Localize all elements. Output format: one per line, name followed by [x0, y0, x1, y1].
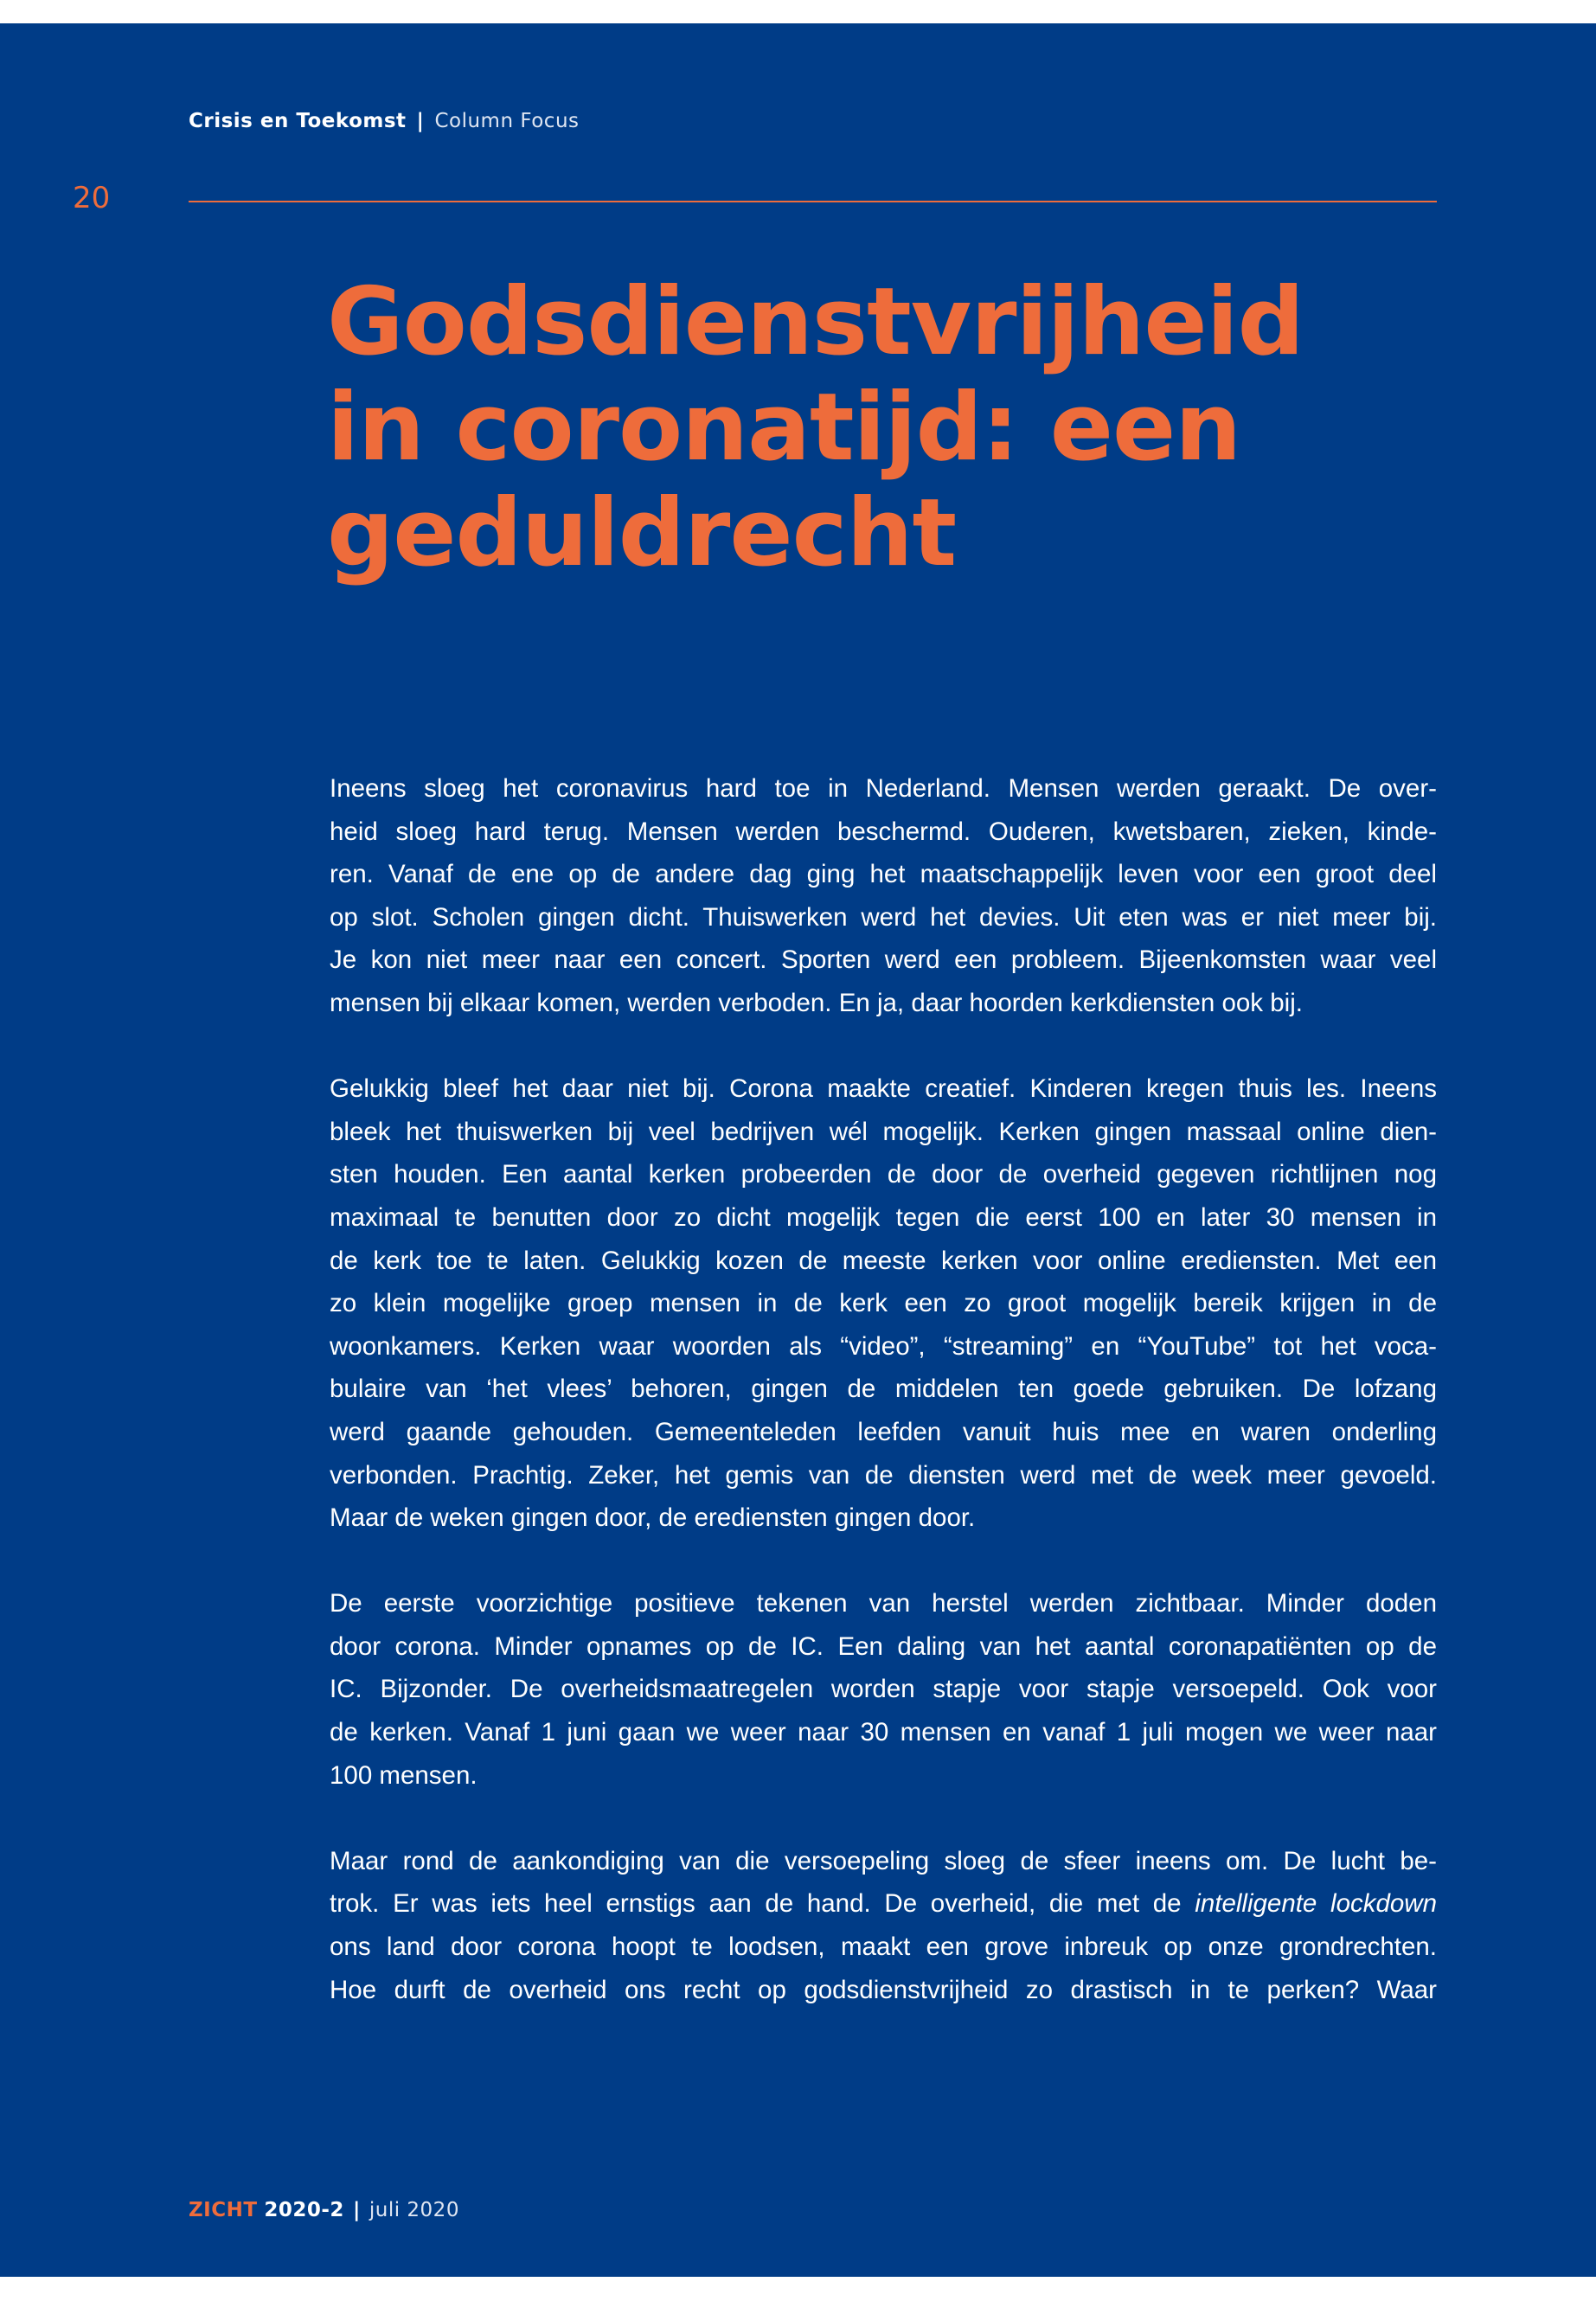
issue-date: juli 2020 — [369, 2199, 459, 2221]
article-title — [327, 270, 1452, 586]
article-body — [330, 767, 1437, 2054]
text-line: door corona. Minder opnames op de IC. Een daling van het aantal coronapatiënten op de — [330, 1631, 1437, 1661]
text-line: IC. Bijzonder. De overheidsmaatregelen worden stapje voor stapje versoepeld. Ook voor — [330, 1675, 1437, 1704]
text-line — [330, 1882, 1437, 1926]
text-line: bulaire van ‘het vlees’ behoren, gingen de middelen ten goede gebruiken. De lofzang — [330, 1375, 1437, 1404]
footer — [189, 2199, 459, 2221]
text-line: 100 mensen. — [330, 1760, 478, 1790]
title-line: geduldrecht — [327, 479, 957, 587]
paragraph-1 — [330, 767, 1437, 1025]
magazine-name: ZICHT — [189, 2199, 258, 2221]
text-line: maximaal te benutten door zo dicht mogelijk tegen die eerst 100 en later 30 mensen in — [330, 1202, 1437, 1232]
text-line: ren. Vanaf de ene op de andere dag ging het maatschappelijk leven voor een groot deel — [330, 860, 1437, 889]
column-name: Column Focus — [434, 110, 580, 132]
paragraph-2 — [330, 1067, 1437, 1540]
text-line: mensen bij elkaar komen, werden verboden. En ja, daar hoorden kerkdiensten ook bij. — [330, 988, 1303, 1017]
text-segment: trok. Er was iets heel ernstigs aan de hand. De overheid, die met de — [330, 1889, 1195, 1919]
page — [0, 23, 1596, 2277]
text-line: zo klein mogelijke groep mensen in de kerk een zo groot mogelijk bereik krijgen in de — [330, 1289, 1437, 1318]
issue-number: 2020-2 — [264, 2199, 344, 2221]
text-line: sten houden. Een aantal kerken probeerden de door de overheid gegeven richtlijnen nog — [330, 1160, 1437, 1189]
text-line: De eerste voorzichtige positieve tekenen van herstel werden zichtbaar. Minder doden — [330, 1589, 1437, 1618]
text-line: bleek het thuiswerken bij veel bedrijven wél mogelijk. Kerken gingen massaal online dien- — [330, 1117, 1437, 1146]
header-rule — [189, 201, 1437, 202]
text-line: de kerk toe te laten. Gelukkig kozen de meeste kerken voor online erediensten. Met een — [330, 1246, 1437, 1275]
text-line: Gelukkig bleef het daar niet bij. Corona maakte creatief. Kinderen kregen thuis les. Ineens — [330, 1074, 1437, 1104]
italic-phrase: intelligente lockdown — [1195, 1889, 1438, 1919]
title-line: in coronatijd: een — [327, 374, 1241, 482]
footer-separator: | — [352, 2199, 361, 2221]
text-line: Je kon niet meer naar een concert. Sporten werd een probleem. Bijeenkomsten waar veel — [330, 945, 1437, 975]
paragraph-4 — [330, 1840, 1437, 2011]
header-separator: | — [416, 110, 425, 132]
text-line: Hoe durft de overheid ons recht op godsdienstvrijheid zo drastisch in te perken? Waar — [330, 1975, 1437, 2004]
text-line: verbonden. Prachtig. Zeker, het gemis van de diensten werd met de week meer gevoeld. — [330, 1460, 1437, 1490]
running-head — [189, 110, 580, 132]
text-line: werd gaande gehouden. Gemeenteleden leefden vanuit huis mee en waren onderling — [330, 1417, 1437, 1446]
text-line: Maar de weken gingen door, de erediensten gingen door. — [330, 1503, 976, 1533]
text-line: op slot. Scholen gingen dicht. Thuiswerken werd het devies. Uit eten was er niet meer bij. — [330, 902, 1437, 932]
section-name: Crisis en Toekomst — [189, 110, 407, 132]
title-line: Godsdienstvrijheid — [327, 268, 1304, 376]
text-line: Maar rond de aankondiging van die versoepeling sloeg de sfeer ineens om. De lucht be- — [330, 1846, 1437, 1875]
text-line: woonkamers. Kerken waar woorden als “video”, “streaming” en “YouTube” tot het voca- — [330, 1331, 1437, 1361]
text-line: de kerken. Vanaf 1 juni gaan we weer naar 30 mensen en vanaf 1 juli mogen we weer naar — [330, 1718, 1437, 1747]
text-line: ons land door corona hoopt te loodsen, maakt een grove inbreuk op onze grondrechten. — [330, 1932, 1437, 1962]
text-line: heid sloeg hard terug. Mensen werden beschermd. Ouderen, kwetsbaren, zieken, kinde- — [330, 817, 1437, 846]
text-line: Ineens sloeg het coronavirus hard toe in Nederland. Mensen werden geraakt. De over- — [330, 774, 1437, 803]
page-number: 20 — [73, 181, 111, 215]
paragraph-3 — [330, 1582, 1437, 1797]
